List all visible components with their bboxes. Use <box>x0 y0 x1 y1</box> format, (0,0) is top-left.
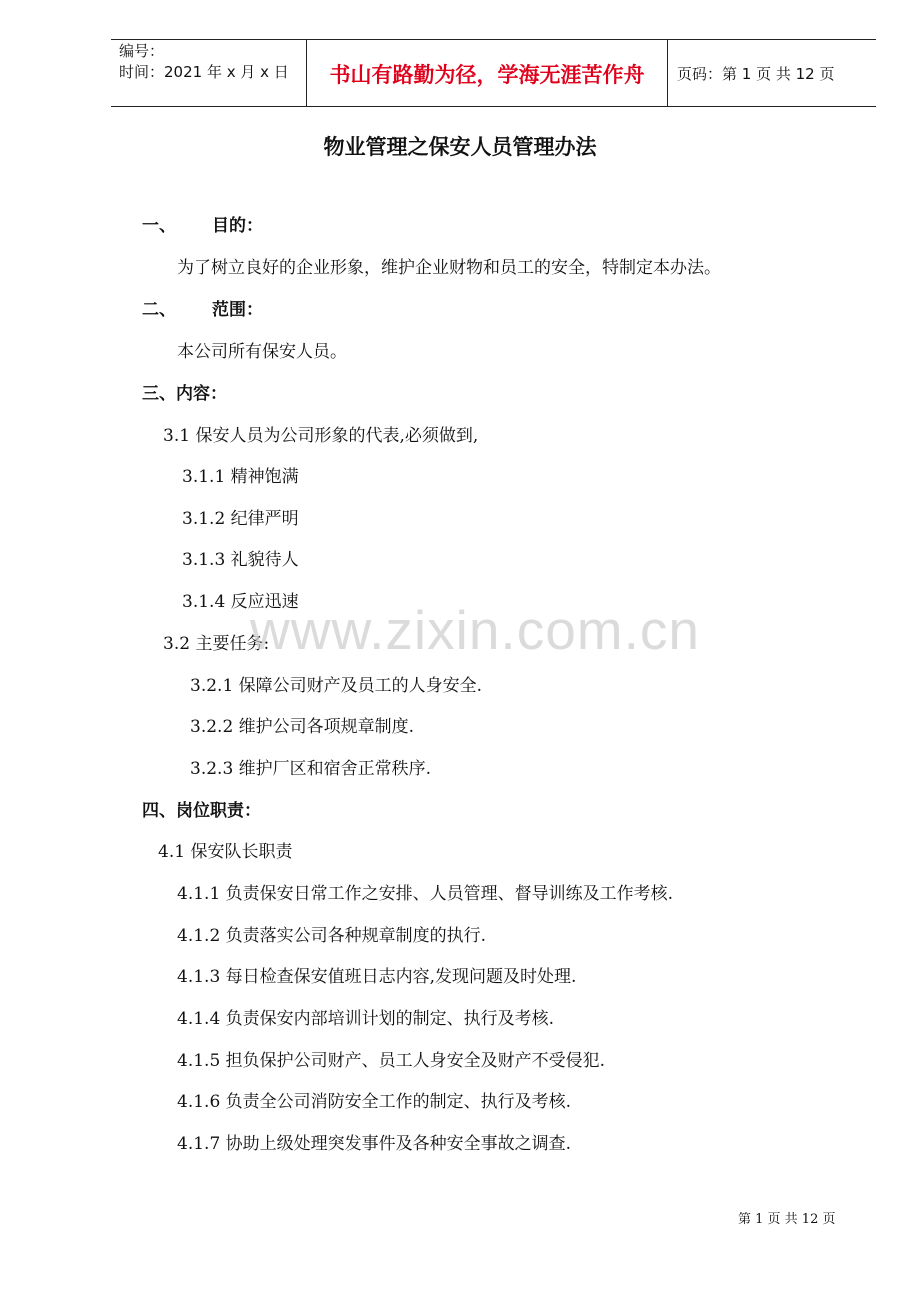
section-heading-scope <box>142 295 263 320</box>
list-item: 3.1.1 精神饱满 <box>182 467 299 487</box>
paragraph-scope: 本公司所有保安人员。 <box>177 342 347 362</box>
section-heading-content: 三、内容： <box>142 384 227 404</box>
list-item: 4.1.4 负责保安内部培训计划的制定、执行及考核. <box>177 1009 555 1029</box>
section-heading-purpose <box>142 211 263 236</box>
section-number: 一、 <box>142 216 176 236</box>
list-item: 3.2.3 维护厂区和宿舍正常秩序. <box>190 759 432 779</box>
list-item: 4.1.3 每日检查保安值班日志内容,发现问题及时处理. <box>177 967 577 987</box>
list-item: 3.2.2 维护公司各项规章制度. <box>190 717 415 737</box>
list-item: 3.1.4 反应迅速 <box>182 592 299 612</box>
section-title: 目的： <box>212 216 263 236</box>
header-page-info: 页码：第 1 页 共 12 页 <box>677 65 835 83</box>
header-motto: 书山有路勤为径，学海无涯苦作舟 <box>329 62 645 87</box>
list-item: 3.2.1 保障公司财产及员工的人身安全. <box>190 676 483 696</box>
watermark: www.zixin.com.cn <box>250 599 700 661</box>
list-item: 4.1.6 负责全公司消防安全工作的制定、执行及考核. <box>177 1092 572 1112</box>
list-item: 4.1.1 负责保安日常工作之安排、人员管理、督导训练及工作考核. <box>177 884 674 904</box>
list-item: 3.1.2 纪律严明 <box>182 509 299 529</box>
footer-page-info: 第 1 页 共 12 页 <box>738 1212 836 1227</box>
section-title: 范围： <box>212 300 263 320</box>
header-meta <box>119 41 305 83</box>
header-divider-right <box>667 40 668 107</box>
list-item: 4.1.5 担负保护公司财产、员工人身安全及财产不受侵犯. <box>177 1051 606 1071</box>
paragraph-purpose: 为了树立良好的企业形象，维护企业财物和员工的安全，特制定本办法。 <box>177 258 721 278</box>
document-time-label: 时间：2021 年 x 月 x 日 <box>119 63 289 81</box>
document-header <box>111 39 876 107</box>
list-item: 4.1.7 协助上级处理突发事件及各种安全事故之调查. <box>177 1134 572 1154</box>
section-heading-duties: 四、岗位职责： <box>142 801 261 821</box>
document-title: 物业管理之保安人员管理办法 <box>323 135 597 159</box>
list-item: 4.1.2 负责落实公司各种规章制度的执行. <box>177 926 487 946</box>
document-number-label: 编号： <box>119 42 165 60</box>
list-item: 3.1.3 礼貌待人 <box>182 550 299 570</box>
list-item: 3.1 保安人员为公司形象的代表,必须做到, <box>163 426 479 446</box>
list-item: 4.1 保安队长职责 <box>158 842 293 862</box>
list-item: 3.2 主要任务: <box>163 634 270 654</box>
section-number: 二、 <box>142 300 176 320</box>
